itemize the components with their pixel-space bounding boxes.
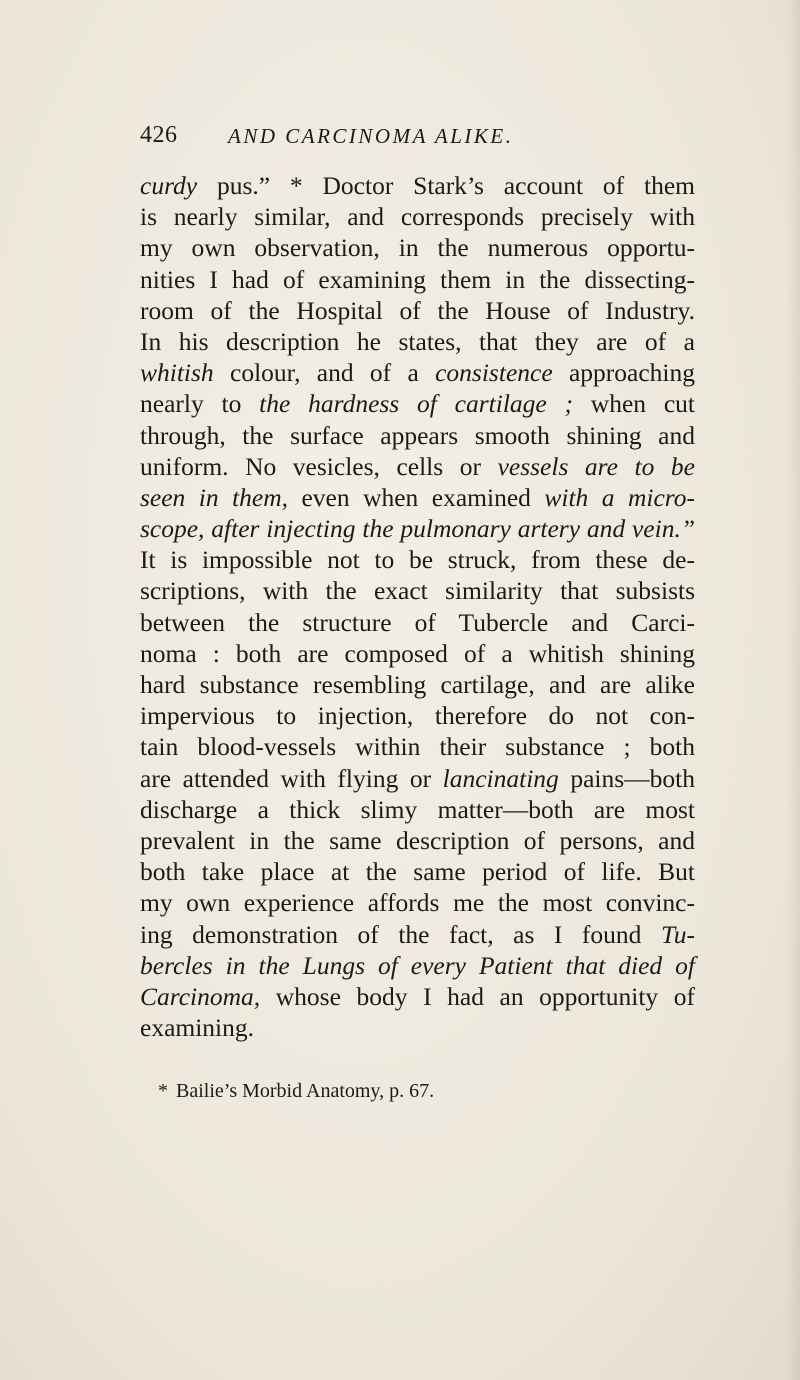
- text-line: [140, 513, 695, 544]
- text-line: [140, 950, 695, 981]
- text-line: [140, 451, 695, 482]
- text-line: [140, 544, 695, 575]
- text-segment: nities I had of examining them in the dissecting-: [140, 264, 695, 294]
- text-segment: whose body I had an opportunity of: [260, 981, 695, 1011]
- text-segment: both take place at the same period of life. But: [140, 857, 695, 887]
- footnote-text: Bailie’s Morbid Anatomy, p. 67.: [176, 1080, 435, 1102]
- italic-text: with a micro-: [544, 482, 695, 512]
- italic-text: bercles in the Lungs of every Patient that died of: [140, 950, 695, 980]
- text-line: [140, 357, 695, 388]
- italic-text: scope, after injecting the pulmonary artery and vein.”: [140, 514, 695, 544]
- text-line: [140, 919, 695, 950]
- italic-text: whitish: [140, 358, 214, 388]
- text-segment: It is impossible not to be struck, from these de-: [140, 545, 695, 575]
- text-line: [140, 700, 695, 731]
- text-segment: between the structure of Tubercle and Carci-: [140, 607, 695, 637]
- text-line: [140, 420, 695, 451]
- text-line: [140, 575, 695, 606]
- text-segment: tain blood-vessels within their substance ; both: [140, 732, 695, 762]
- text-segment: are attended with flying or: [140, 763, 443, 793]
- text-line: [140, 825, 695, 856]
- text-line: [140, 170, 695, 201]
- text-segment: ing demonstration of the fact, as I found: [140, 919, 661, 949]
- text-line: [140, 856, 695, 887]
- text-line: [140, 731, 695, 762]
- text-segment: examining.: [140, 1013, 255, 1043]
- text-line: [140, 887, 695, 918]
- italic-text: vessels are to be: [497, 451, 695, 481]
- text-segment: prevalent in the same description of persons, and: [140, 825, 695, 855]
- text-segment: my own experience affords me the most convinc-: [140, 888, 695, 918]
- text-segment: approaching: [552, 358, 695, 388]
- text-line: [140, 232, 695, 263]
- text-line: [140, 669, 695, 700]
- italic-text: seen in them,: [140, 482, 289, 512]
- footnote-mark: *: [158, 1080, 168, 1102]
- text-line: [140, 326, 695, 357]
- text-line: [140, 981, 695, 1012]
- italic-text: curdy: [140, 171, 198, 200]
- text-segment: through, the surface appears smooth shining and: [140, 420, 695, 450]
- text-segment: even when examined: [288, 482, 545, 512]
- text-line: [140, 201, 695, 232]
- text-segment: impervious to injection, therefore do not con-: [140, 701, 695, 731]
- text-segment: colour, and of a: [213, 358, 436, 388]
- text-segment: pains—both: [558, 763, 695, 793]
- text-segment: In his description he states, that they are of a: [140, 326, 695, 356]
- text-line: [140, 482, 695, 513]
- italic-text: consistence: [435, 358, 553, 388]
- running-title: AND CARCINOMA ALIKE.: [228, 124, 514, 148]
- text-line: [140, 1012, 695, 1043]
- text-segment: hard substance resembling cartilage, and are alike: [140, 670, 695, 699]
- italic-text: the hardness of cartilage ;: [259, 389, 574, 419]
- italic-text: Tu-: [660, 919, 695, 949]
- page-edge-shadow: [786, 0, 800, 1380]
- text-line: [140, 295, 695, 326]
- text-segment: uniform. No vesicles, cells or: [140, 451, 498, 481]
- text-segment: when cut: [573, 389, 695, 419]
- italic-text: lancinating: [442, 763, 559, 793]
- text-line: [140, 763, 695, 794]
- running-head: [0, 122, 800, 152]
- text-segment: noma : both are composed of a whitish shining: [140, 638, 695, 668]
- text-line: [140, 388, 695, 419]
- body-text: [140, 170, 695, 1043]
- text-line: [140, 607, 695, 638]
- text-segment: is nearly similar, and corresponds precisely with: [140, 202, 695, 232]
- page-number: 426: [140, 122, 178, 148]
- text-line: [140, 794, 695, 825]
- text-line: [140, 264, 695, 295]
- text-segment: scriptions, with the exact similarity that subsists: [140, 576, 695, 606]
- text-segment: pus.” * Doctor Stark’s account of them: [197, 171, 695, 200]
- italic-text: Carcinoma,: [140, 981, 261, 1011]
- text-segment: nearly to: [140, 389, 260, 419]
- text-segment: discharge a thick slimy matter—both are most: [140, 794, 695, 824]
- text-segment: room of the Hospital of the House of Industry.: [140, 295, 695, 325]
- text-line: [140, 638, 695, 669]
- text-segment: my own observation, in the numerous opportu-: [140, 233, 695, 263]
- footnote: [158, 1080, 434, 1103]
